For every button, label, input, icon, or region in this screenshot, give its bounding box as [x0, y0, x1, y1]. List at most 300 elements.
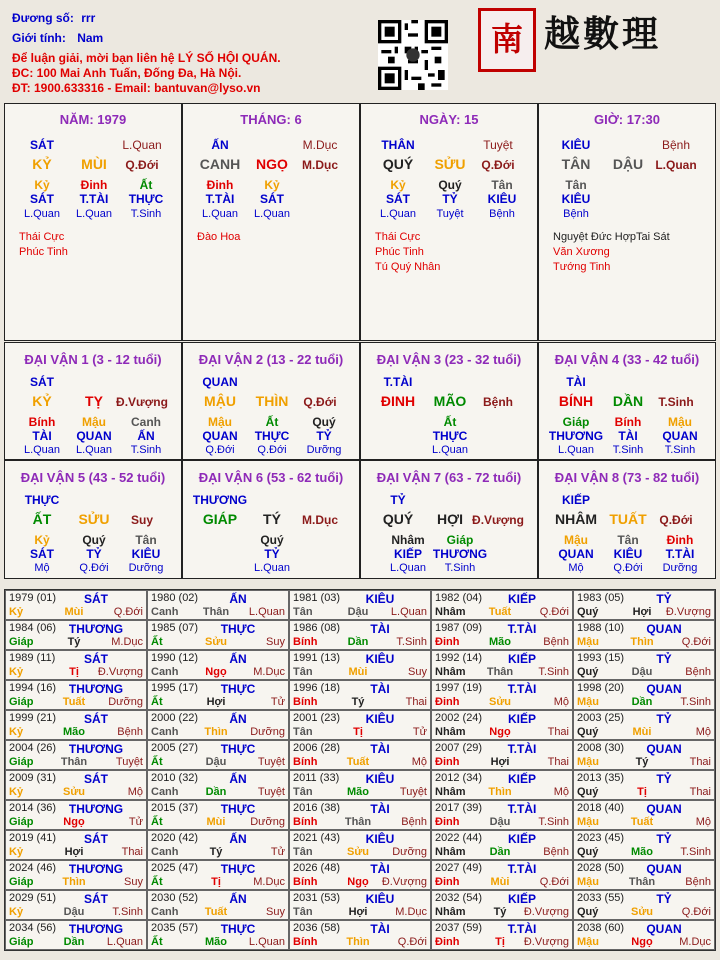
year-label: 2028 (50): [577, 862, 625, 874]
year-chi: Thìn: [630, 636, 654, 648]
thien-can: ĐINH: [380, 393, 416, 409]
year-cell: [147, 920, 289, 950]
dia-chi: TỴ: [85, 393, 103, 409]
tang-can: Mậu: [564, 533, 588, 547]
year-can: Quý: [577, 726, 599, 738]
year-can: Giáp: [9, 756, 34, 768]
year-thap-than: T.TÀI: [507, 742, 537, 756]
year-truong-sinh: Tử: [128, 816, 143, 828]
year-can: Tân: [293, 906, 313, 918]
year-can: Kỷ: [9, 606, 24, 618]
annual-luck-grid: [4, 589, 716, 951]
thien-can: KỶ: [32, 156, 52, 172]
year-truong-sinh: T.Sinh: [112, 906, 143, 918]
year-truong-sinh: M.Dục: [395, 906, 427, 918]
year-can: Bính: [293, 756, 318, 768]
dai-van-box: [4, 460, 182, 579]
tang-can: Kỷ: [390, 178, 406, 192]
pillar-box: [360, 103, 538, 341]
year-cell: [147, 860, 289, 890]
year-cell: [431, 860, 573, 890]
chi-truong-sinh: M.Dục: [302, 513, 338, 527]
thap-than: KIÊU: [561, 138, 591, 152]
thien-can: NHÂM: [555, 511, 597, 527]
tang-truong-sinh: L.Quan: [253, 562, 291, 574]
year-truong-sinh: T.Sinh: [680, 696, 711, 708]
tang-than: THƯƠNG: [548, 429, 604, 443]
tang-than: TÀI: [618, 429, 638, 443]
year-chi: Dậu: [63, 906, 85, 918]
year-cell: [289, 620, 431, 650]
year-can: Kỷ: [9, 906, 24, 918]
year-truong-sinh: Suy: [124, 876, 143, 888]
thien-can: QUÝ: [382, 511, 414, 527]
year-label: 2012 (34): [435, 772, 483, 784]
year-chi: Hợi: [206, 696, 226, 708]
year-cell: [573, 590, 715, 620]
year-can: Tân: [293, 606, 313, 618]
year-truong-sinh: L.Quan: [248, 936, 285, 948]
year-truong-sinh: M.Dục: [253, 876, 285, 888]
year-truong-sinh: Tuyệt: [257, 786, 285, 798]
year-thap-than: KIẾP: [507, 832, 536, 846]
year-label: 2023 (45): [577, 832, 625, 844]
year-can: Mậu: [577, 696, 599, 708]
qr-code-icon[interactable]: [378, 20, 448, 90]
year-chi: Dần: [347, 636, 369, 648]
year-chi: Hợi: [64, 846, 84, 858]
year-label: 2014 (36): [9, 802, 57, 814]
year-chi: Ngọ: [63, 816, 85, 828]
year-label: 1982 (04): [435, 592, 483, 604]
owner-value: rrr: [81, 11, 96, 25]
year-cell: [147, 890, 289, 920]
year-thap-than: SÁT: [84, 652, 108, 666]
year-thap-than: KIÊU: [365, 772, 395, 786]
year-truong-sinh: Đ.Vượng: [381, 876, 427, 888]
tang-truong-sinh: T.Sinh: [130, 208, 162, 220]
tang-truong-sinh: Bệnh: [563, 208, 589, 220]
year-thap-than: ẤN: [229, 652, 247, 666]
year-chi: Tuất: [346, 756, 370, 768]
year-cell: [431, 590, 573, 620]
year-can: Quý: [577, 666, 599, 678]
chi-truong-sinh: T.Sinh: [658, 395, 694, 409]
tang-can: Kỷ: [34, 533, 50, 547]
year-cell: [5, 740, 147, 770]
year-thap-than: T.TÀI: [507, 622, 537, 636]
year-can: Ất: [151, 876, 163, 888]
header-line3: Để luận giải, mời bạn liên hệ LÝ SỐ HỘI QUÁN.: [12, 51, 281, 65]
year-chi: Hợi: [348, 906, 368, 918]
year-truong-sinh: Dưỡng: [250, 726, 285, 738]
year-thap-than: KIẾP: [507, 892, 536, 906]
year-cell: [147, 800, 289, 830]
year-can: Canh: [151, 786, 179, 798]
year-chi: Tý: [351, 696, 365, 708]
thien-can: BÍNH: [558, 393, 594, 409]
year-chi: Thân: [628, 876, 656, 888]
tang-than: T.TÀI: [205, 192, 235, 206]
tang-truong-sinh: Dưỡng: [306, 444, 342, 456]
tang-can: Đinh: [80, 178, 108, 192]
tang-than: TỶ: [316, 429, 332, 443]
year-label: 2020 (42): [151, 832, 199, 844]
pillar-title: NGÀY: 15: [419, 112, 479, 127]
year-thap-than: TỶ: [656, 712, 672, 726]
tang-can: Canh: [131, 415, 161, 429]
year-truong-sinh: Thai: [405, 696, 427, 708]
pillar-title: GIỜ: 17:30: [593, 112, 660, 127]
year-truong-sinh: L.Quan: [248, 606, 285, 618]
year-truong-sinh: Tuyệt: [115, 756, 143, 768]
year-cell: [289, 650, 431, 680]
year-label: 1987 (09): [435, 622, 483, 634]
year-can: Mậu: [577, 876, 599, 888]
year-label: 2000 (22): [151, 712, 199, 724]
year-truong-sinh: Mộ: [127, 786, 143, 798]
tang-truong-sinh: L.Quan: [23, 444, 61, 456]
tang-can: Tân: [565, 178, 587, 192]
year-can: Nhâm: [435, 666, 466, 678]
year-label: 1979 (01): [9, 592, 57, 604]
year-chi: Tị: [353, 726, 363, 738]
year-can: Mậu: [577, 756, 599, 768]
year-label: 1986 (08): [293, 622, 341, 634]
year-label: 2004 (26): [9, 742, 57, 754]
than-sat: Thái Cực: [375, 231, 421, 243]
year-can: Kỷ: [9, 846, 24, 858]
year-chi: Mão: [489, 636, 511, 648]
year-chi: Mùi: [490, 876, 510, 888]
year-truong-sinh: Đ.Vượng: [523, 936, 569, 948]
year-label: 1993 (15): [577, 652, 625, 664]
year-label: 2005 (27): [151, 742, 199, 754]
tang-can: Ất: [139, 178, 153, 192]
year-truong-sinh: Q.Đới: [681, 636, 711, 648]
tang-truong-sinh: T.Sinh: [444, 562, 476, 574]
tang-than: QUAN: [76, 429, 112, 443]
year-thap-than: KIẾP: [507, 652, 536, 666]
year-truong-sinh: M.Dục: [111, 636, 143, 648]
year-chi: Thân: [344, 816, 372, 828]
gender-value: Nam: [77, 31, 104, 45]
dia-chi: MÃO: [433, 393, 467, 409]
year-thap-than: KIẾP: [507, 592, 536, 606]
year-thap-than: ẤN: [229, 712, 247, 726]
tang-can: Bính: [28, 415, 56, 429]
year-cell: [573, 740, 715, 770]
year-label: 2013 (35): [577, 772, 625, 784]
year-label: 2011 (33): [293, 772, 340, 784]
year-truong-sinh: M.Dục: [253, 666, 285, 678]
year-can: Đinh: [435, 816, 460, 828]
year-can: Bính: [293, 816, 318, 828]
tang-than: SÁT: [30, 192, 54, 206]
year-label: 1997 (19): [435, 682, 483, 694]
dia-chi: TÝ: [263, 511, 281, 527]
chi-truong-sinh: M.Dục: [302, 158, 338, 172]
chi-truong-sinh: Q.Đới: [125, 158, 159, 172]
tang-can: Quý: [82, 533, 106, 547]
pillar-box: [538, 103, 716, 341]
header-line2: [12, 30, 103, 46]
thap-than: SÁT: [30, 138, 54, 152]
year-chi: Ngọ: [489, 726, 511, 738]
year-can: Nhâm: [435, 906, 466, 918]
truong-sinh: L.Quan: [122, 138, 162, 152]
year-can: Ất: [151, 636, 163, 648]
year-cell: [431, 920, 573, 950]
year-cell: [147, 680, 289, 710]
year-thap-than: T.TÀI: [507, 682, 537, 696]
year-truong-sinh: Q.Đới: [539, 606, 569, 618]
year-label: 1998 (20): [577, 682, 625, 694]
year-label: 2031 (53): [293, 892, 341, 904]
than-sat: Đào Hoa: [197, 231, 241, 243]
year-cell: [573, 890, 715, 920]
year-can: Giáp: [9, 816, 34, 828]
year-thap-than: TÀI: [370, 922, 390, 936]
year-chi: Thân: [202, 606, 230, 618]
year-chi: Tị: [69, 666, 79, 678]
year-thap-than: THƯƠNG: [68, 682, 124, 696]
year-chi: Dậu: [631, 666, 653, 678]
year-can: Ất: [151, 756, 163, 768]
year-chi: Tý: [209, 846, 223, 858]
year-label: 1984 (06): [9, 622, 57, 634]
year-truong-sinh: Q.Đới: [397, 936, 427, 948]
year-can: Canh: [151, 606, 179, 618]
dai-van-box: [182, 460, 360, 579]
year-truong-sinh: M.Dục: [679, 936, 711, 948]
tang-can: Kỷ: [34, 178, 50, 192]
dia-chi: DẬU: [612, 156, 644, 172]
thap-than: THÂN: [381, 138, 415, 152]
year-thap-than: QUAN: [646, 802, 682, 816]
year-thap-than: THƯƠNG: [68, 862, 124, 876]
year-label: 1992 (14): [435, 652, 483, 664]
dia-chi: DẦN: [612, 393, 644, 409]
tang-truong-sinh: T.Sinh: [130, 444, 162, 456]
tang-than: KIÊU: [131, 547, 161, 561]
tang-than: THỰC: [432, 429, 468, 443]
year-label: 2033 (55): [577, 892, 625, 904]
dai-van-box: [538, 460, 716, 579]
year-thap-than: KIÊU: [365, 652, 395, 666]
year-label: 2037 (59): [435, 922, 483, 934]
year-thap-than: THƯƠNG: [68, 742, 124, 756]
year-can: Kỷ: [9, 666, 24, 678]
tang-truong-sinh: L.Quan: [201, 208, 239, 220]
tang-than: TỶ: [86, 547, 102, 561]
year-cell: [431, 680, 573, 710]
year-thap-than: ẤN: [229, 832, 247, 846]
than-sat: Phúc Tinh: [19, 246, 68, 258]
year-chi: Tý: [67, 636, 81, 648]
year-label: 2006 (28): [293, 742, 341, 754]
tang-truong-sinh: Mộ: [34, 562, 50, 574]
tang-truong-sinh: Q.Đới: [613, 562, 643, 574]
year-cell: [289, 860, 431, 890]
year-truong-sinh: L.Quan: [390, 606, 427, 618]
year-thap-than: THỰC: [220, 922, 256, 936]
year-thap-than: TÀI: [370, 682, 390, 696]
year-thap-than: KIẾP: [507, 712, 536, 726]
year-chi: Thìn: [62, 876, 86, 888]
year-truong-sinh: Tử: [270, 696, 285, 708]
year-truong-sinh: Bệnh: [401, 816, 427, 828]
year-chi: Sửu: [630, 906, 654, 918]
year-label: 1989 (11): [9, 652, 56, 664]
year-chi: Tị: [637, 786, 647, 798]
year-label: 2024 (46): [9, 862, 57, 874]
year-thap-than: QUAN: [646, 742, 682, 756]
thien-can: TÂN: [561, 156, 591, 172]
year-truong-sinh: Thai: [121, 846, 143, 858]
year-truong-sinh: Đ.Vượng: [665, 606, 711, 618]
year-truong-sinh: T.Sinh: [680, 846, 711, 858]
dia-chi: SỬU: [78, 511, 110, 527]
tang-truong-sinh: Bệnh: [489, 208, 515, 220]
year-truong-sinh: Suy: [266, 636, 285, 648]
year-truong-sinh: T.Sinh: [396, 636, 427, 648]
year-chi: Dần: [63, 936, 85, 948]
year-can: Quý: [577, 606, 599, 618]
thien-can: ẤT: [32, 511, 52, 527]
tang-can: Tân: [617, 533, 639, 547]
chi-truong-sinh: Đ.Vượng: [116, 395, 168, 409]
year-cell: [5, 710, 147, 740]
than-sat: Văn Xương: [553, 246, 610, 258]
year-truong-sinh: Suy: [408, 666, 427, 678]
tang-can: Đinh: [666, 533, 694, 547]
year-cell: [289, 890, 431, 920]
year-chi: Dần: [205, 786, 227, 798]
thap-than: THƯƠNG: [192, 493, 248, 507]
year-chi: Hợi: [632, 606, 652, 618]
year-chi: Sửu: [346, 846, 370, 858]
year-can: Giáp: [9, 636, 34, 648]
year-cell: [573, 620, 715, 650]
year-label: 1995 (17): [151, 682, 199, 694]
year-thap-than: KIÊU: [365, 712, 395, 726]
pillar-title: THÁNG: 6: [240, 112, 302, 127]
year-can: Canh: [151, 726, 179, 738]
year-truong-sinh: Tử: [412, 726, 427, 738]
dia-chi: HỢI: [437, 511, 463, 527]
year-chi: Tý: [493, 906, 507, 918]
year-cell: [289, 740, 431, 770]
than-sat: Tướng Tinh: [553, 261, 611, 273]
year-label: 1988 (10): [577, 622, 625, 634]
year-truong-sinh: Bệnh: [117, 726, 143, 738]
year-thap-than: SÁT: [84, 832, 108, 846]
year-cell: [289, 800, 431, 830]
tang-than: ẤN: [137, 429, 155, 443]
thap-than: QUAN: [202, 375, 238, 389]
year-chi: Tị: [211, 876, 221, 888]
year-label: 2002 (24): [435, 712, 483, 724]
year-truong-sinh: Tuyệt: [399, 786, 427, 798]
year-thap-than: ẤN: [229, 772, 247, 786]
year-thap-than: THỰC: [220, 682, 256, 696]
year-cell: [5, 920, 147, 950]
truong-sinh: M.Dục: [302, 138, 338, 152]
year-label: 2021 (43): [293, 832, 341, 844]
year-label: 2030 (52): [151, 892, 199, 904]
year-thap-than: THỰC: [220, 742, 256, 756]
tang-than: THỰC: [128, 192, 164, 206]
dai-van-title: ĐẠI VẬN 4 (33 - 42 tuổi): [554, 352, 700, 367]
year-truong-sinh: Dưỡng: [108, 696, 143, 708]
year-can: Đinh: [435, 876, 460, 888]
thap-than: T.TÀI: [383, 375, 413, 389]
year-label: 2036 (58): [293, 922, 341, 934]
tang-than: KIÊU: [613, 547, 643, 561]
year-chi: Sửu: [488, 696, 512, 708]
year-can: Đinh: [435, 696, 460, 708]
year-thap-than: ẤN: [229, 592, 247, 606]
year-thap-than: TỶ: [656, 772, 672, 786]
tang-can: Kỷ: [264, 178, 280, 192]
year-can: Ất: [151, 816, 163, 828]
year-truong-sinh: Đ.Vượng: [523, 906, 569, 918]
year-cell: [431, 710, 573, 740]
tang-than: SÁT: [386, 192, 410, 206]
tang-truong-sinh: L.Quan: [253, 208, 291, 220]
year-chi: Mùi: [206, 816, 226, 828]
year-truong-sinh: Bệnh: [543, 636, 569, 648]
year-can: Bính: [293, 876, 318, 888]
thap-than: THỰC: [24, 493, 60, 507]
year-truong-sinh: Dưỡng: [250, 816, 285, 828]
year-cell: [289, 680, 431, 710]
year-label: 2016 (38): [293, 802, 341, 814]
year-thap-than: TÀI: [370, 862, 390, 876]
than-sat: Nguyệt Đức HợpTai Sát: [553, 231, 670, 243]
tang-can: Quý: [312, 415, 336, 429]
thien-can: QUÝ: [382, 156, 414, 172]
year-chi: Thân: [60, 756, 88, 768]
year-thap-than: KIÊU: [365, 892, 395, 906]
year-label: 1983 (05): [577, 592, 625, 604]
thap-than: ẤN: [211, 138, 229, 152]
thap-than: TÀI: [566, 375, 586, 389]
tang-truong-sinh: L.Quan: [389, 562, 427, 574]
year-chi: Ngọ: [631, 936, 653, 948]
tang-truong-sinh: L.Quan: [23, 208, 61, 220]
year-label: 2009 (31): [9, 772, 57, 784]
year-thap-than: TÀI: [370, 622, 390, 636]
truong-sinh: Tuyệt: [483, 138, 513, 152]
year-label: 1981 (03): [293, 592, 341, 604]
tang-than: KIẾP: [393, 547, 422, 561]
year-chi: Ngọ: [205, 666, 227, 678]
year-cell: [289, 830, 431, 860]
tang-than: THỰC: [254, 429, 290, 443]
year-truong-sinh: Tuyệt: [257, 756, 285, 768]
pillar-box: [182, 103, 360, 341]
year-cell: [5, 800, 147, 830]
year-can: Giáp: [9, 876, 34, 888]
chi-truong-sinh: Q.Đới: [303, 395, 337, 409]
year-truong-sinh: Thai: [689, 756, 711, 768]
year-thap-than: TỶ: [656, 592, 672, 606]
year-label: 2027 (49): [435, 862, 483, 874]
dai-van-title: ĐẠI VẬN 8 (73 - 82 tuổi): [554, 470, 700, 485]
year-label: 2015 (37): [151, 802, 199, 814]
